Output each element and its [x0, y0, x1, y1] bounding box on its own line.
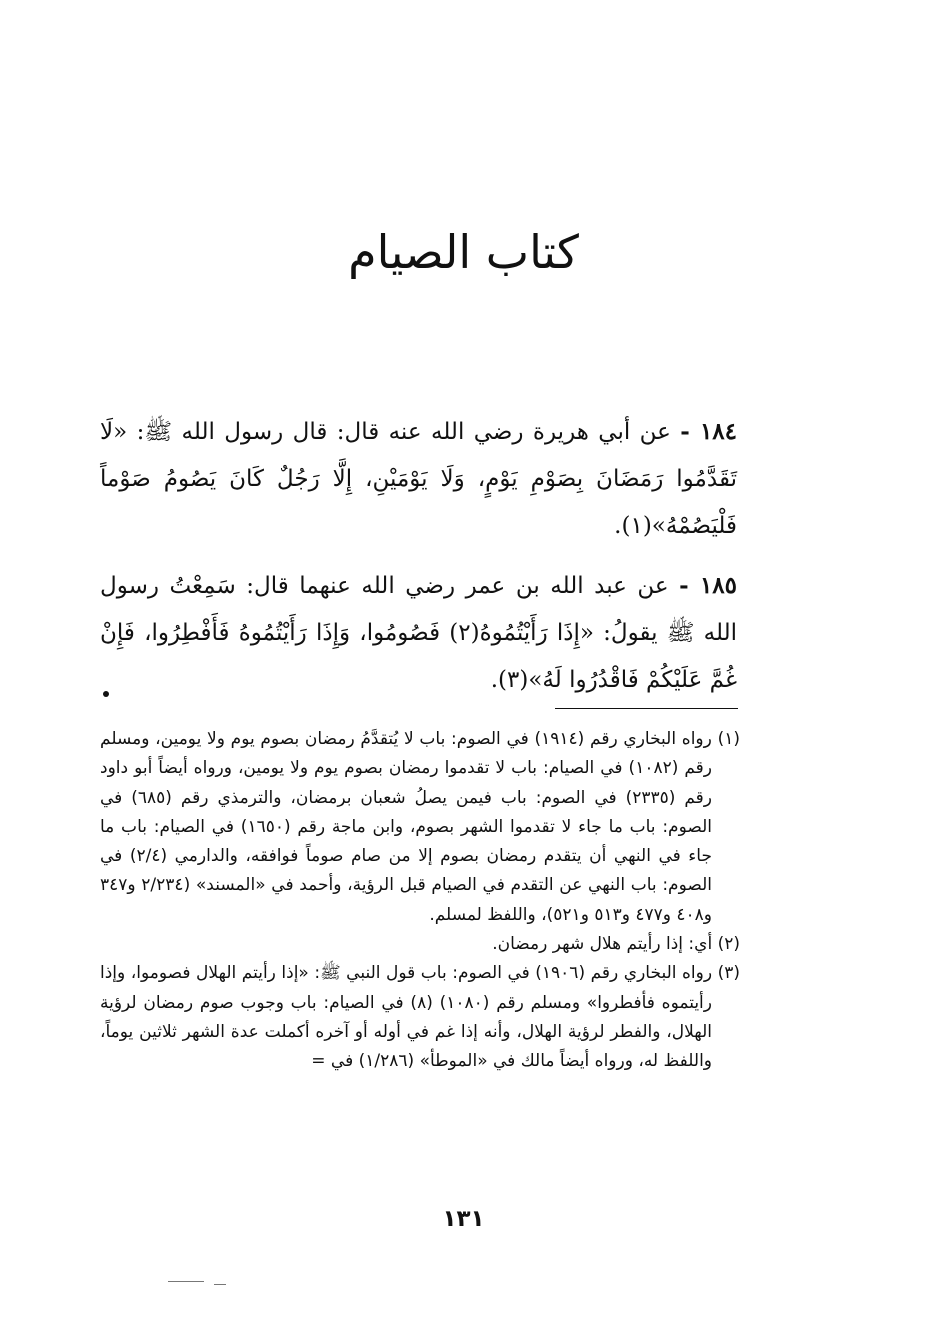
footnote-3: [100, 959, 740, 1076]
footnote-separator: [555, 708, 738, 709]
hadith-184: [100, 408, 737, 550]
hadith-185: [100, 562, 737, 704]
bullet-mark: [103, 691, 109, 697]
footnotes: [100, 725, 740, 1077]
hadith-number: ١٨٤ -: [680, 418, 737, 445]
footnote-marker: (١): [717, 729, 741, 749]
footnote-marker: (٢): [717, 934, 740, 955]
footnote-marker: (٣): [717, 963, 741, 984]
footnote-text: رواه البخاري رقم (١٩٠٦) في الصوم: باب قول النبي ﷺ: «إذا رأيتم الهلال فصوموا، وإذا رأيتموه فأفطروا» ومسلم رقم (١٠٨٠) (٨) في الصيام: باب وجوب صوم رمضان لرؤية الهلال، والفطر لرؤية الهلال، وأنه إذا غم في أوله أو آخره أكملت عدة الشهر ثلاثين يوماً، واللفظ له، ورواه أيضاً مالك في «الموطأ» (١/٢٨٦) في =: [100, 963, 713, 1072]
footnote-text: أي: إذا رأيتم هلال شهر رمضان.: [492, 934, 713, 955]
hadith-body: [100, 408, 737, 716]
scan-speck: [168, 1281, 204, 1282]
page-number: ١٣١: [442, 1206, 485, 1232]
footnote-2: [100, 930, 740, 959]
scan-speck: [214, 1284, 226, 1285]
footnote-1: [100, 725, 740, 930]
hadith-number: ١٨٥ -: [679, 572, 737, 599]
hadith-text: عن عبد الله بن عمر رضي الله عنهما قال: سَمِعْتُ رسول الله ﷺ يقولُ: «إِذَا رَأَيْتُمُوهُ(٢) فَصُومُوا، وَإِذَا رَأَيْتُمُوهُ فَأَفْطِرُوا، فَإِنْ غُمَّ عَلَيْكُمْ فَاقْدُرُوا لَهُ»(٣).: [100, 573, 737, 693]
hadith-text: عن أبي هريرة رضي الله عنه قال: قال رسول الله ﷺ: «لَا تَقَدَّمُوا رَمَضَانَ بِصَوْمِ يَوْمٍ، وَلَا يَوْمَيْنِ، إِلَّا رَجُلٌ كَانَ يَصُومُ صَوْماً فَلْيَصُمْهُ»(١).: [100, 419, 737, 539]
chapter-title: كتاب الصيام: [348, 225, 579, 279]
footnote-text: رواه البخاري رقم (١٩١٤) في الصوم: باب لا يُتقدَّمُ رمضان بصوم يوم ولا يومين، ومسلم رقم (١٠٨٢) في الصيام: باب لا تقدموا رمضان بصوم يوم ولا يومين، ورواه أيضاً أبو داود رقم (٢٣٣٥) في الصوم: باب فيمن يصلُ شعبان برمضان، والترمذي رقم (٦٨٥) في الصوم: باب ما جاء لا تقدموا الشهر بصوم، وابن ماجة رقم (١٦٥٠) في الصيام: باب ما جاء في النهي أن يتقدم رمضان بصوم إلا من صام صوماً فوافقه، والدارمي (٢/٤) في الصوم: باب النهي عن التقدم في الصيام قبل الرؤية، وأحمد في «المسند» (٢/٢٣٤ و٣٤٧ و٤٠٨ و٤٧٧ و٥١٣ و٥٢١)، واللفظ لمسلم.: [100, 729, 713, 925]
